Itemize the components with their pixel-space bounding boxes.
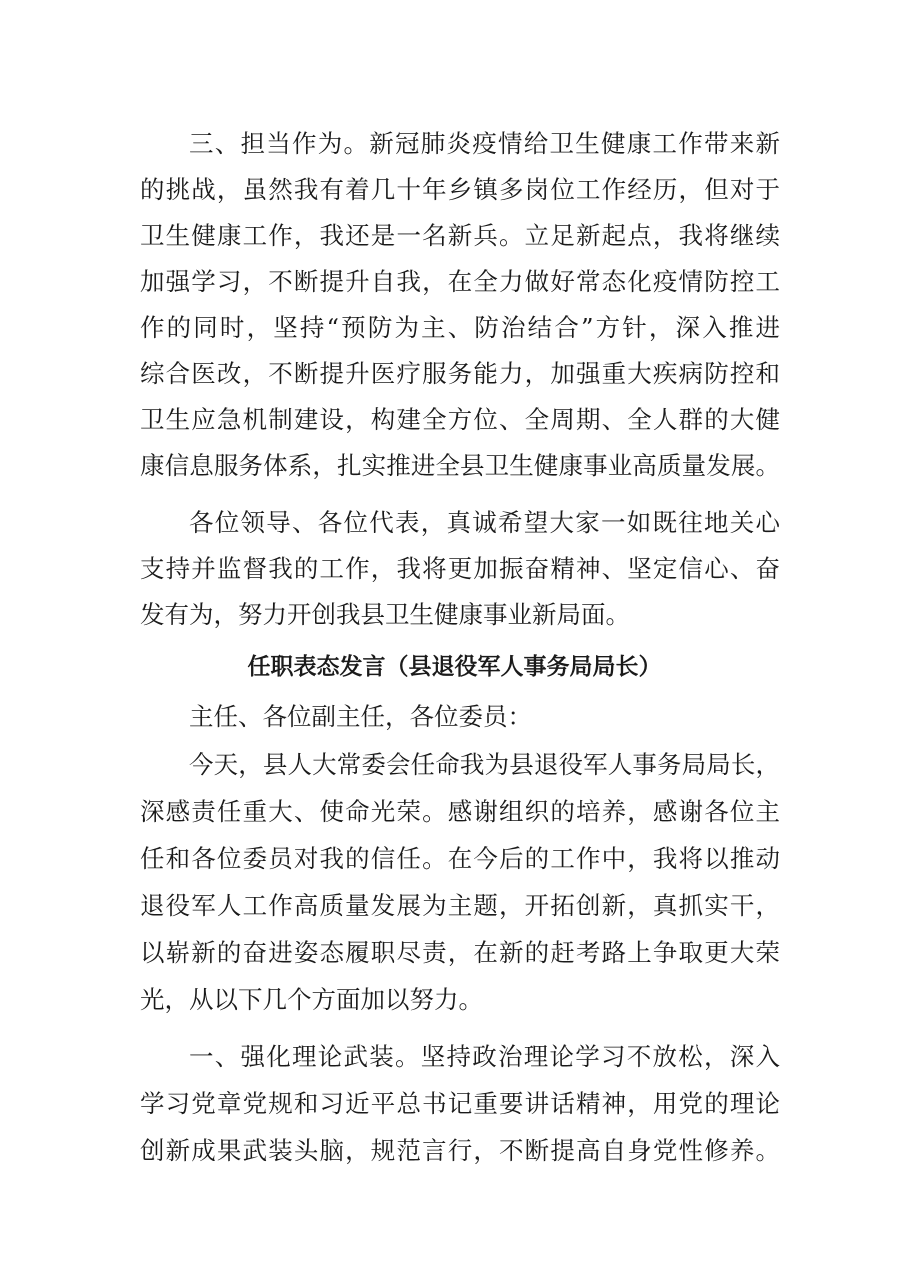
paragraph-line: 支持并监督我的工作，我将更加振奋精神、坚定信心、奋 bbox=[140, 554, 780, 583]
paragraph-line: 作的同时，坚持“预防为主、防治结合”方针，深入推进 bbox=[140, 313, 780, 342]
paragraph-line: 康信息服务体系，扎实推进全县卫生健康事业高质量发展。 bbox=[140, 451, 780, 480]
paragraph-line: 三、担当作为。新冠肺炎疫情给卫生健康工作带来新 bbox=[189, 129, 780, 158]
paragraph-line: 以崭新的奋进姿态履职尽责，在新的赶考路上争取更大荣 bbox=[140, 938, 780, 967]
salutation: 主任、各位副主任，各位委员： bbox=[189, 702, 532, 731]
section-title: 任职表态发言（县退役军人事务局局长） bbox=[247, 654, 662, 680]
paragraph-line: 创新成果武装头脑，规范言行，不断提高自身党性修养。 bbox=[140, 1136, 780, 1165]
paragraph-line: 光，从以下几个方面加以努力。 bbox=[140, 985, 483, 1014]
paragraph-line: 任和各位委员对我的信任。在今后的工作中，我将以推动 bbox=[140, 844, 780, 873]
paragraph-line: 发有为，努力开创我县卫生健康事业新局面。 bbox=[140, 600, 630, 629]
paragraph-line: 今天，县人大常委会任命我为县退役军人事务局局长， bbox=[189, 750, 780, 779]
paragraph-line: 深感责任重大、使命光荣。感谢组织的培养，感谢各位主 bbox=[140, 797, 780, 826]
paragraph-line: 的挑战，虽然我有着几十年乡镇多岗位工作经历，但对于 bbox=[140, 175, 780, 204]
paragraph-line: 加强学习，不断提升自我，在全力做好常态化疫情防控工 bbox=[140, 267, 780, 296]
paragraph-line: 卫生应急机制建设，构建全方位、全周期、全人群的大健 bbox=[140, 405, 780, 434]
paragraph-line: 各位领导、各位代表，真诚希望大家一如既往地关心 bbox=[189, 508, 780, 537]
paragraph-line: 卫生健康工作，我还是一名新兵。立足新起点，我将继续 bbox=[140, 221, 780, 250]
paragraph-line: 学习党章党规和习近平总书记重要讲话精神，用党的理论 bbox=[140, 1089, 780, 1118]
paragraph-line: 退役军人工作高质量发展为主题，开拓创新，真抓实干， bbox=[140, 891, 780, 920]
paragraph-line: 综合医改，不断提升医疗服务能力，加强重大疾病防控和 bbox=[140, 359, 780, 388]
paragraph-line: 一、强化理论武装。坚持政治理论学习不放松，深入 bbox=[189, 1042, 780, 1071]
